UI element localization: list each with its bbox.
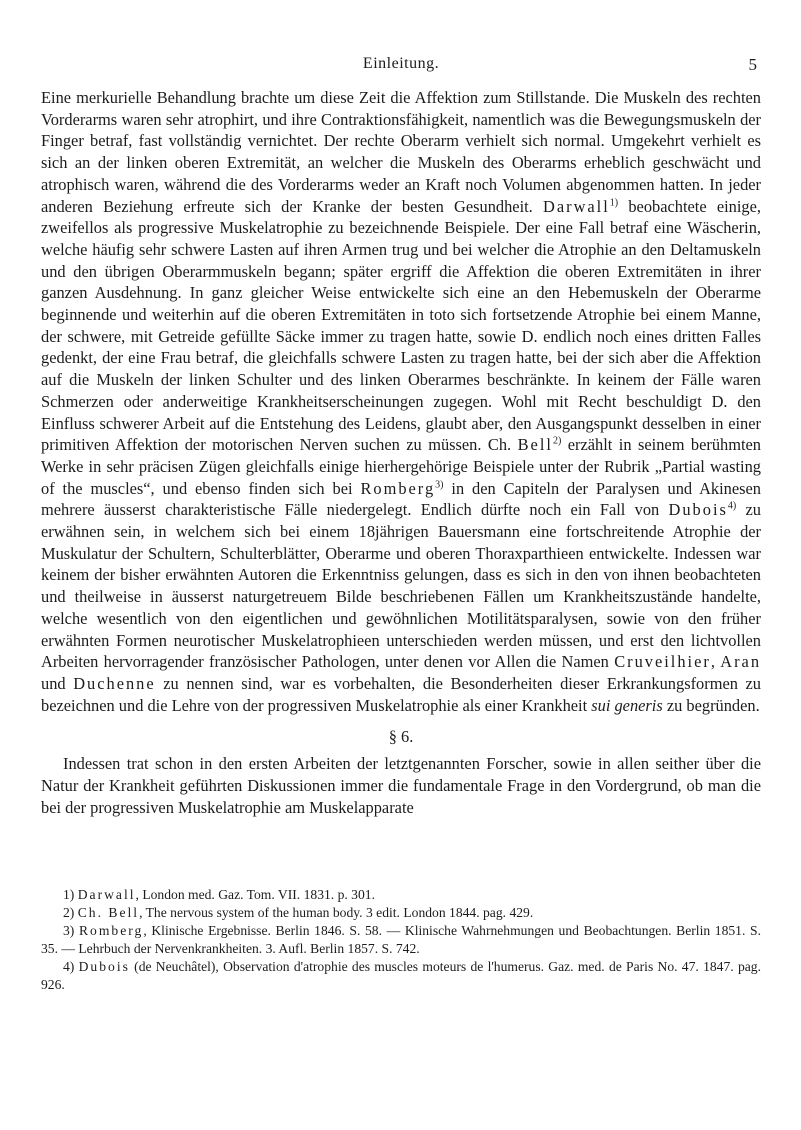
paragraph-1 [41,87,761,716]
footnote-author: Dubois [78,959,130,974]
italic-term: sui generis [591,695,663,715]
author-name-cruveilhier: Cruveilhier [614,652,711,672]
footnote-ref-1: 1) [609,197,619,209]
author-name-duchenne: Duchenne [73,673,156,693]
footnote-4: 4) Dubois (de Neuchâtel), Observation d'atrophie des muscles moteurs de l'humerus. Gaz. med. de Paris No. 47. 1847. pag. 926. [41,959,761,992]
footnote-ref-2: 2) [552,435,562,447]
text-run: zu begründen. [662,695,760,715]
author-name-aran: Aran [720,652,762,672]
text-run: zu nennen sind, war es vorbehalten, die Besonderheiten dieser Erkrankungsformen zu bezeichnen und die Lehre von der progressiven Muskelatrophie als einer Krankheit [41,673,761,715]
footnote-ref-4: 4) [727,500,737,512]
text-run: , [710,652,721,672]
footnote-2: 2) Ch. Bell, The nervous system of the human body. 3 edit. London 1844. pag. 429. [63,905,534,920]
text-run: in den Capiteln der Paralysen und Akinesen mehrere äusserst charakteristische Fälle niedergelegt. Endlich dürfte noch ein Fall von [41,478,761,520]
section-heading: § 6. [388,727,414,747]
text-run: Eine merkurielle Behandlung brachte um diese Zeit die Affektion zum Stillstande. Die Muskeln des rechten Vorderarms waren sehr atrophirt, und ihre Contraktionsfähigkeit, namentlich was die Bewegungsmuskeln der Finger betraf, fast vollständig vernichtet. Der rechte Oberarm verhielt sich normal. Umgekehrt verhielt es sich an der linken oberen Extremität, an welcher die Muskeln des Oberarms erheblich geschwächt und atrophisch waren, während die des Vorderarms weder an Kraft noch Volumen abgenommen hatten. In jeder anderen Beziehung erfreute sich der Kranke der besten Gesundheit. [41,88,761,216]
footnote-author: Darwall [77,887,136,902]
paragraph-2: Indessen trat schon in den ersten Arbeiten der letztgenannten Forscher, sowie in allen seither über die Natur der Krankheit geführten Diskussionen immer die fundamentale Frage in den Vordergrund, ob man die bei der progressiven Muskelatrophie am Muskelapparate [41,754,761,817]
author-name-romberg: Romberg [360,478,436,498]
footnote-3: 3) Romberg, Klinische Ergebnisse. Berlin 1846. S. 58. — Klinische Wahrnehmungen und Beobachtungen. Berlin 1851. S. 35. — Lehrbuch der Nervenkrankheiten. 3. Aufl. Berlin 1857. S. 742. [41,923,761,956]
author-name-dubois: Dubois [668,500,728,520]
text-run: zu erwähnen sein, in welchem sich bei einem 18jährigen Bauersmann eine fortschreitende Atrophie der Muskulatur der Schultern, Schulterblätter, Oberarme und oberen Thoraxparthieen entwickelte. Indessen war keinem der bisher erwähnten Autoren die Erkenntniss gelungen, dass es sich in den von ihnen beobachteten und theilweise in äusserst naturgetreuem Bilde beschriebenen Fällen um Krankheitszustände handelte, welche wesentlich von den eigentlichen und gewöhnlichen Motilitätsparalysen, sowie von den früher erwähnten Formen neurotischer Muskelatrophieen unterschieden werden müssen, und erst den lichtvollen Arbeiten hervorragender französischer Pathologen, unter denen vor Allen die Namen [41,500,761,672]
main-text [41,87,761,819]
footnote-author: Ch. Bell [77,905,140,920]
footnotes [41,886,761,994]
text-run: beobachtete einige, zweifellos als progressive Muskelatrophie zu bezeichnende Beispiele. Der eine Fall betraf eine Wäscherin, welche häufig sehr schwere Lasten auf ihren Armen trug und bei welcher die Atrophie an den Deltamuskeln und den übrigen Oberarmmuskeln begann; später ergriff die Affektion die oberen Extremitäten in ihrer ganzen Ausdehnung. In ganz gleicher Weise entwickelte sich eine an den Hebemuskeln der Oberarme beginnende und weiterhin auf die oberen Extremitäten in toto sich fortsetzende Atrophie bei einem Manne, der schwere, mit Getreide gefüllte Säcke immer zu tragen hatte, sowie D. endlich noch eines dritten Falles gedenkt, der eine Frau betraf, die gleichfalls schwere Lasten zu tragen hatte, bei der sich aber die Affektion auf die Muskeln der linken Schulter und des linken Oberarmes beschränkte. In keinem der Fälle waren Schmerzen oder anderweitige Krankheitserscheinungen zugegen. Wohl mit Recht beschuldigt D. den Einfluss schwerer Arbeit auf die Entstehung des Leidens, glaubt aber, den Ausgangspunkt desselben in einer primitiven Affektion der motorischen Nerven suchen zu müssen. Ch. [41,196,761,455]
text-run: erzählt in seinem berühmten Werke in sehr präcisen Zügen gleichfalls einige hierhergehörige Beispiele unter der Rubrik „Partial wasting of the muscles“, und ebenso finden sich bei [41,435,761,498]
running-title: Einleitung. [362,55,440,72]
author-name-darwall: Darwall [543,196,610,216]
text-run: und [41,673,74,693]
running-header [41,55,761,77]
footnote-ref-3: 3) [435,479,444,491]
page-number: 5 [748,55,757,74]
author-name-bell: Bell [517,435,553,455]
footnote-1: 1) Darwall, London med. Gaz. Tom. VII. 1831. p. 301. [63,887,375,902]
footnote-author: Romberg [78,923,144,938]
